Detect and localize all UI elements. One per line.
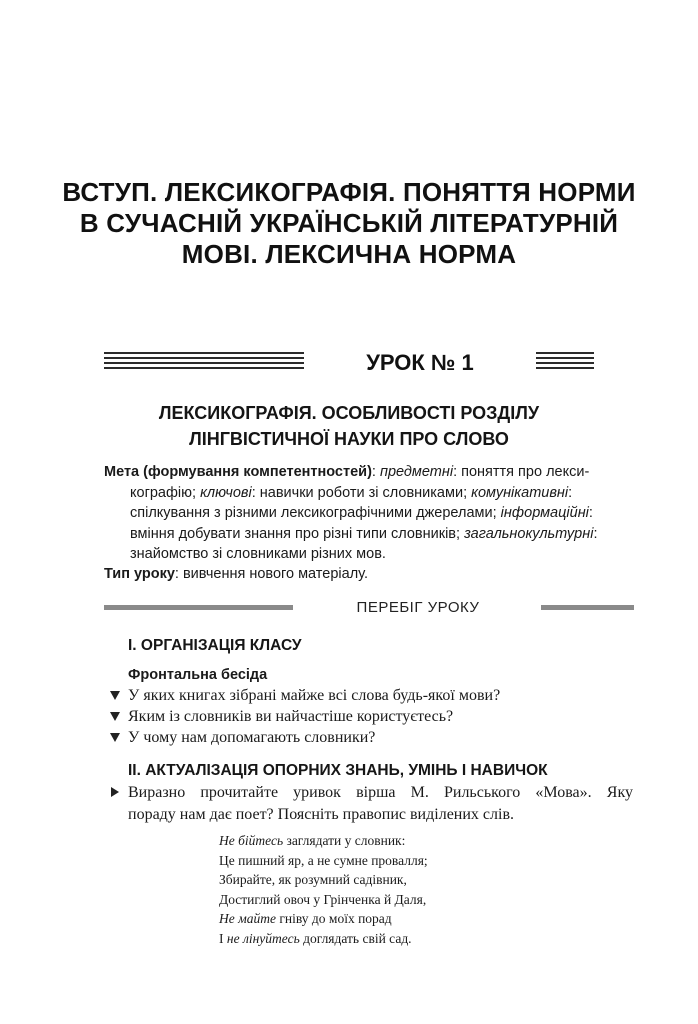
list-item: Яким із словників ви найчастіше користуєтесь? (108, 706, 500, 727)
chapter-title (60, 177, 638, 270)
lesson-number: УРОК № 1 (366, 350, 474, 375)
goal-line: знайомство зі словниками різних мов. (130, 546, 386, 562)
list-item: У чому нам допомагають словники? (108, 727, 500, 748)
chapter-title-line: ВСТУП. ЛЕКСИКОГРАФІЯ. ПОНЯТТЯ НОРМИ (62, 177, 636, 207)
poem-line: Достиглий овоч у Грінченка й Даля, (219, 891, 427, 907)
lesson-title-line: ЛІНГВІСТИЧНОЇ НАУКИ ПРО СЛОВО (189, 429, 509, 449)
subject-term: предметні (379, 464, 454, 480)
decorative-lines-left (104, 352, 304, 372)
chapter-title-line: МОВІ. ЛЕКСИЧНА НОРМА (181, 239, 517, 269)
list-item: У яких книгах зібрані майже всі слова будь-якої мови? (108, 685, 500, 706)
lesson-title (110, 400, 588, 452)
cultural-term: загальнокультурні (464, 525, 594, 542)
divider-left (104, 605, 293, 610)
goal-line: спілкування з різними лексикографічними джерелами; інформаційні: (130, 505, 593, 521)
decorative-lines-right (536, 352, 594, 372)
lesson-type (104, 564, 368, 585)
key-term: ключові (200, 484, 252, 501)
task-line: Виразно прочитайте уривок вірша М. Рильського «Мова». Яку (108, 782, 633, 804)
goal-line: кографію; ключові: навички роботи зі словниками; комунікативні: (130, 484, 573, 501)
chapter-title-line: В СУЧАСНІЙ УКРАЇНСЬКІЙ ЛІТЕРАТУРНІЙ (79, 208, 619, 238)
lesson-type-value: : вивчення нового матеріалу. (174, 566, 368, 582)
triangle-down-icon (110, 712, 120, 721)
triangle-down-icon (110, 733, 120, 742)
task (108, 782, 633, 825)
divider-right (541, 605, 634, 610)
goal-label: Мета (формування компетентностей) (104, 464, 372, 480)
triangle-right-icon (111, 787, 119, 797)
lesson-title-line: ЛЕКСИКОГРАФІЯ. ОСОБЛИВОСТІ РОЗДІЛУ (158, 403, 540, 423)
poem (219, 831, 428, 948)
poem-line: Це пишний яр, а не сумне провалля; (219, 852, 428, 868)
communicative-term: комунікативні (471, 484, 569, 501)
goal-line: вміння добувати знання про різні типи словників; загальнокультурні: (130, 525, 598, 542)
section-heading: І. ОРГАНІЗАЦІЯ КЛАСУ (128, 637, 302, 654)
lesson-header (104, 348, 594, 378)
lesson-type-label: Тип уроку (104, 566, 175, 582)
goal-line: Мета (формування компетентностей): предметні: поняття про лекси- (104, 464, 590, 480)
task-line: пораду нам дає поет? Поясніть правопис виділених слів. (128, 805, 514, 823)
progress-header (104, 598, 634, 620)
poem-line: І не лінуйтесь доглядать свій сад. (219, 930, 412, 946)
poem-line: Не бійтесь заглядати у словник: (219, 833, 406, 848)
question-list (108, 685, 500, 748)
section-heading: ІІ. АКТУАЛІЗАЦІЯ ОПОРНИХ ЗНАНЬ, УМІНЬ І НАВИЧОК (128, 762, 548, 779)
triangle-down-icon (110, 691, 120, 700)
poem-line: Не майте гніву до моїх порад (219, 911, 392, 926)
progress-label: ПЕРЕБІГ УРОКУ (356, 599, 480, 616)
subheading: Фронтальна бесіда (128, 667, 268, 683)
lesson-goal (104, 462, 637, 565)
poem-line: Збирайте, як розумний садівник, (219, 872, 407, 887)
informational-term: інформаційні (500, 505, 589, 521)
